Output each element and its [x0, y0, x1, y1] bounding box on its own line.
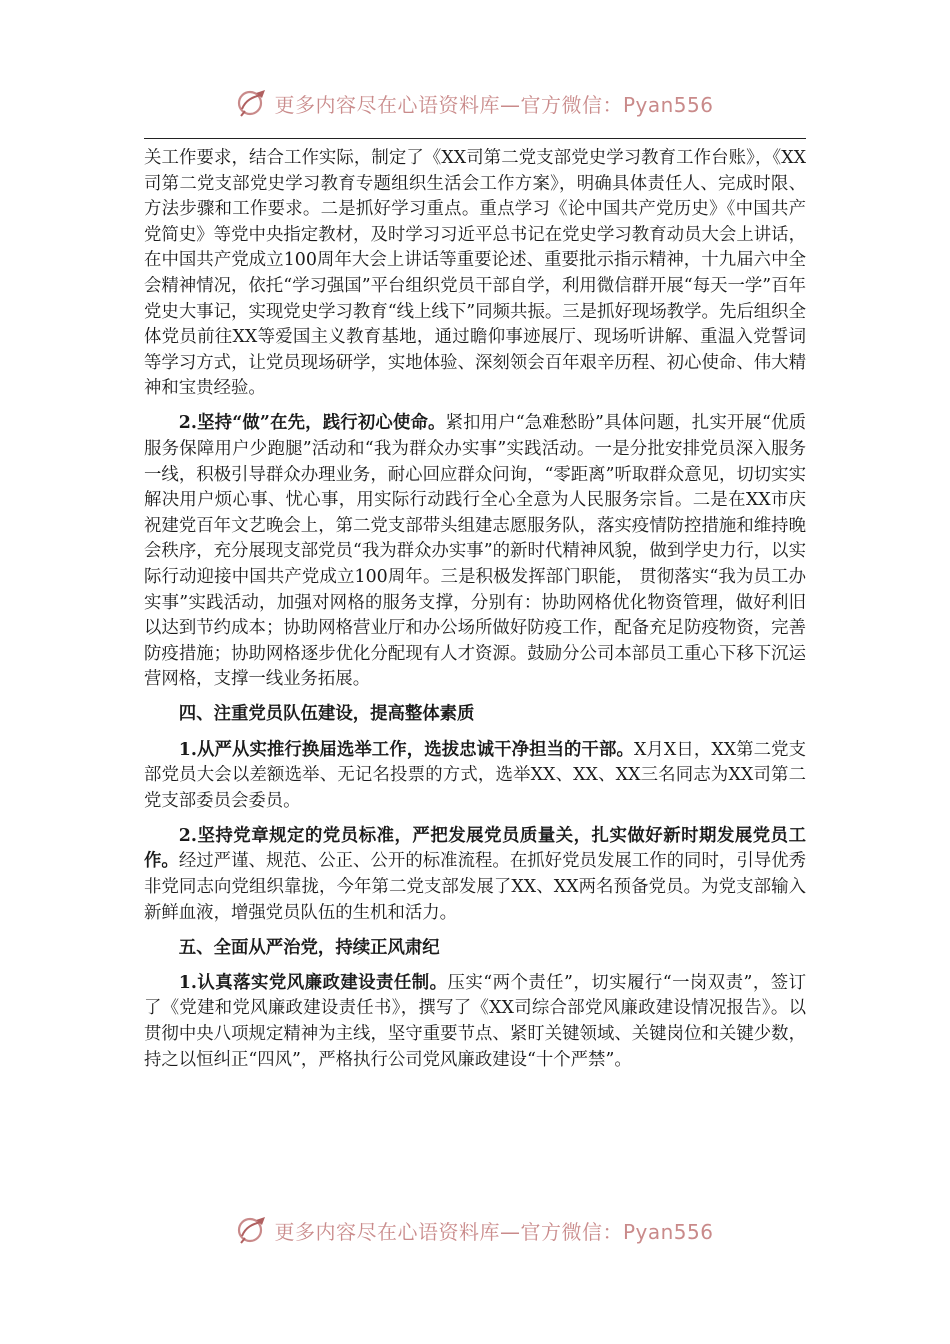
document-body	[144, 146, 806, 1083]
paragraph-lead: 2.坚持“做”在先，践行初心使命。	[178, 413, 446, 434]
section-heading-5: 五、全面从严治党，持续正风肃纪	[178, 937, 440, 958]
pen-swirl-logo-icon	[236, 87, 268, 119]
footer-banner	[0, 1210, 950, 1250]
paragraph-lead: 1.认真落实党风廉政建设责任制。	[178, 972, 448, 993]
section-heading-4: 四、注重党员队伍建设，提高整体素质	[178, 704, 475, 725]
paragraph-text: 紧扣用户“急难愁盼”具体问题，扎实开展“优质服务保障用户少跑腿”活动和“我为群众办实事”实践活动。一是分批安排党员深入服务一线，积极引导群众办理业务，耐心回应群众问询，“零距离”听取群众意见，切切实实解决用户烦心事、忧心事，用实际行动践行全心全意为人民服务宗旨。二是在XX市庆祝建党百年文艺晚会上，第二党支部带头组建志愿服务队，落实疫情防控措施和维持晚会秩序，充分展现支部党员“我为群众办实事”的新时代精神风貌，做到学史力行，以实际行动迎接中国共产党成立100周年。三是积极发挥部门职能， 贯彻落实“我为员工办实事”实践活动，加强对网格的服务支撑，分别有：协助网格优化物资管理，做好利旧以达到节约成本；协助网格营业厅和办公场所做好防疫工作，配备充足防疫物资，完善防疫措施；协助网格逐步优化分配现有人才资源。鼓励分公司本部员工重心下移下沉运营网格，支撑一线业务拓展。	[144, 413, 806, 690]
paragraph-text: X月X日，XX第二党支部党员大会以差额选举、无记名投票的方式，选举XX、XX、XX三名同志为XX司第二党支部委员会委员。	[144, 739, 806, 811]
footer-banner-text: 更多内容尽在心语资料库—官方微信：Pyan556	[274, 1219, 714, 1244]
header-banner-text: 更多内容尽在心语资料库—官方微信：Pyan556	[274, 92, 714, 117]
paragraph-4	[144, 824, 806, 926]
paragraph-lead: 2.坚持党章规定的党员标准，严把发展党员质量关，扎实做好新时期发展党员工作。	[144, 825, 806, 872]
pen-swirl-logo-icon	[236, 1214, 268, 1246]
header-banner	[0, 83, 950, 123]
paragraph-5	[144, 971, 806, 1073]
paragraph-1	[144, 146, 806, 402]
paragraph-2	[144, 411, 806, 693]
paragraph-text: 关工作要求，结合工作实际，制定了《XX司第二党支部党史学习教育工作台账》，《XX司第二党支部党史学习教育专题组织生活会工作方案》，明确具体责任人、完成时限、方法步骤和工作要求。二是抓好学习重点。重点学习《论中国共产党历史》《中国共产党简史》等党中央指定教材，及时学习习近平总书记在党史学习教育动员大会上讲话，在中国共产党成立100周年大会上讲话等重要论述、重要批示指示精神，十九届六中全会精神情况，依托“学习强国”平台组织党员干部自学，利用微信群开展“每天一学”百年党史大事记，实现党史学习教育“线上线下”同频共振。三是抓好现场教学。先后组织全体党员前往XX等爱国主义教育基地，通过瞻仰事迹展厅、现场听讲解、重温入党誓词等学习方式，让党员现场研学，实地体验、深刻领会百年艰辛历程、初心使命、伟大精神和宝贵经验。	[144, 148, 806, 399]
header-rule	[144, 138, 806, 139]
paragraph-3	[144, 738, 806, 815]
paragraph-text: 压实“两个责任”，切实履行“一岗双责”，签订了《党建和党风廉政建设责任书》，撰写了《XX司综合部党风廉政建设情况报告》。以贯彻中央八项规定精神为主线，坚守重要节点、紧盯关键领域、关键岗位和关键少数，持之以恒纠正“四风”，严格执行公司党风廉政建设“十个严禁”。	[144, 972, 806, 1070]
paragraph-text: 经过严谨、规范、公正、公开的标准流程。在抓好党员发展工作的同时，引导优秀非党同志向党组织靠拢，今年第二党支部发展了XX、XX两名预备党员。为党支部输入新鲜血液，增强党员队伍的生机和活力。	[144, 851, 806, 923]
paragraph-lead: 1.从严从实推行换届选举工作，选拔忠诚干净担当的干部。	[178, 739, 634, 760]
